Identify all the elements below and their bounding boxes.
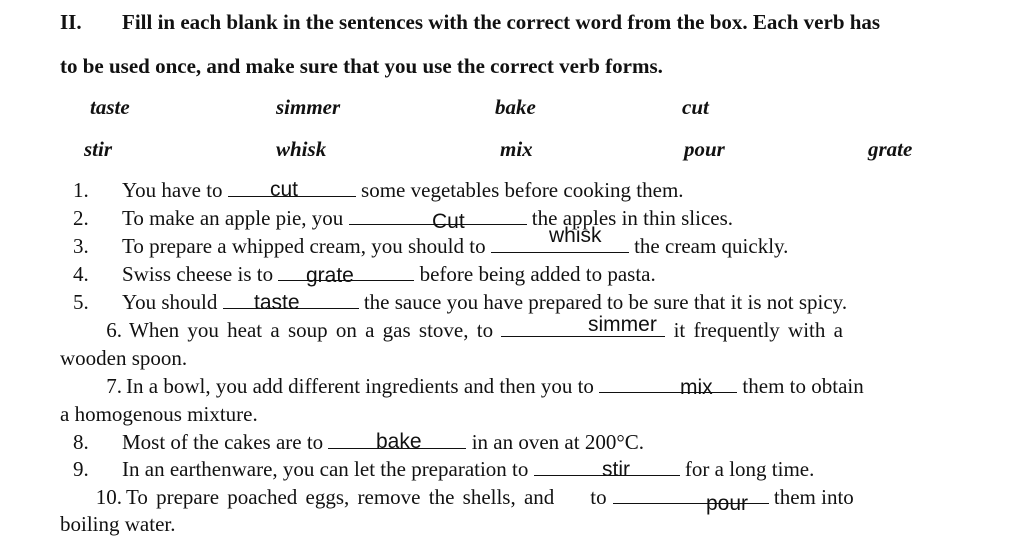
box-word-whisk: whisk	[276, 137, 327, 161]
sentence-7-continued: a homogenous mixture.	[60, 402, 258, 426]
sentence-5: 5. You should the sauce you have prepared to be sure that it is not spicy.	[73, 290, 848, 314]
sentence-10: 10. To prepare poached eggs, remove the shells, and to them into	[95, 485, 854, 509]
sentence-1: 1. You have to some vegetables before cooking them.	[73, 178, 684, 202]
box-word-pour: pour	[684, 137, 725, 161]
section-number: II.	[60, 10, 82, 34]
sentence-10-continued: boiling water.	[60, 512, 176, 536]
sentence-6-continued: wooden spoon.	[60, 346, 188, 370]
box-word-mix: mix	[500, 137, 533, 161]
answer-1: cut	[270, 178, 299, 201]
instruction-line-2: to be used once, and make sure that you use the correct verb forms.	[60, 54, 663, 78]
sentence-9: 9. In an earthenware, you can let the preparation to for a long time.	[73, 457, 815, 481]
box-word-bake: bake	[495, 95, 536, 119]
sentence-6: 6. When you heat a soup on a gas stove, to it frequently with a	[106, 318, 843, 342]
answer-2: Cut	[432, 210, 465, 233]
answer-blank[interactable]	[599, 376, 737, 393]
answer-10: pour	[706, 492, 749, 515]
box-word-simmer: simmer	[276, 95, 341, 119]
box-word-taste: taste	[90, 95, 130, 119]
answer-3: whisk	[549, 224, 602, 247]
answer-8: bake	[376, 430, 422, 453]
sentence-3: 3. To prepare a whipped cream, you should to the cream quickly.	[73, 234, 789, 258]
box-word-cut: cut	[682, 95, 709, 119]
sentence-7: 7. In a bowl, you add different ingredients and then you to them to obtain	[106, 374, 864, 398]
answer-9: stir	[602, 458, 630, 481]
sentence-4: 4. Swiss cheese is to before being added to pasta.	[73, 262, 656, 286]
sentence-2: 2. To make an apple pie, you the apples in thin slices.	[73, 206, 734, 230]
sentence-8: 8. Most of the cakes are to in an oven at 200°C.	[73, 430, 644, 454]
answer-5: taste	[254, 291, 300, 314]
answer-4: grate	[306, 264, 354, 287]
box-word-stir: stir	[84, 137, 113, 161]
answer-7: mix	[680, 376, 713, 399]
answer-6: simmer	[588, 313, 657, 336]
instruction-line-1: Fill in each blank in the sentences with the correct word from the box. Each verb has	[122, 10, 881, 34]
box-word-grate: grate	[868, 137, 913, 161]
